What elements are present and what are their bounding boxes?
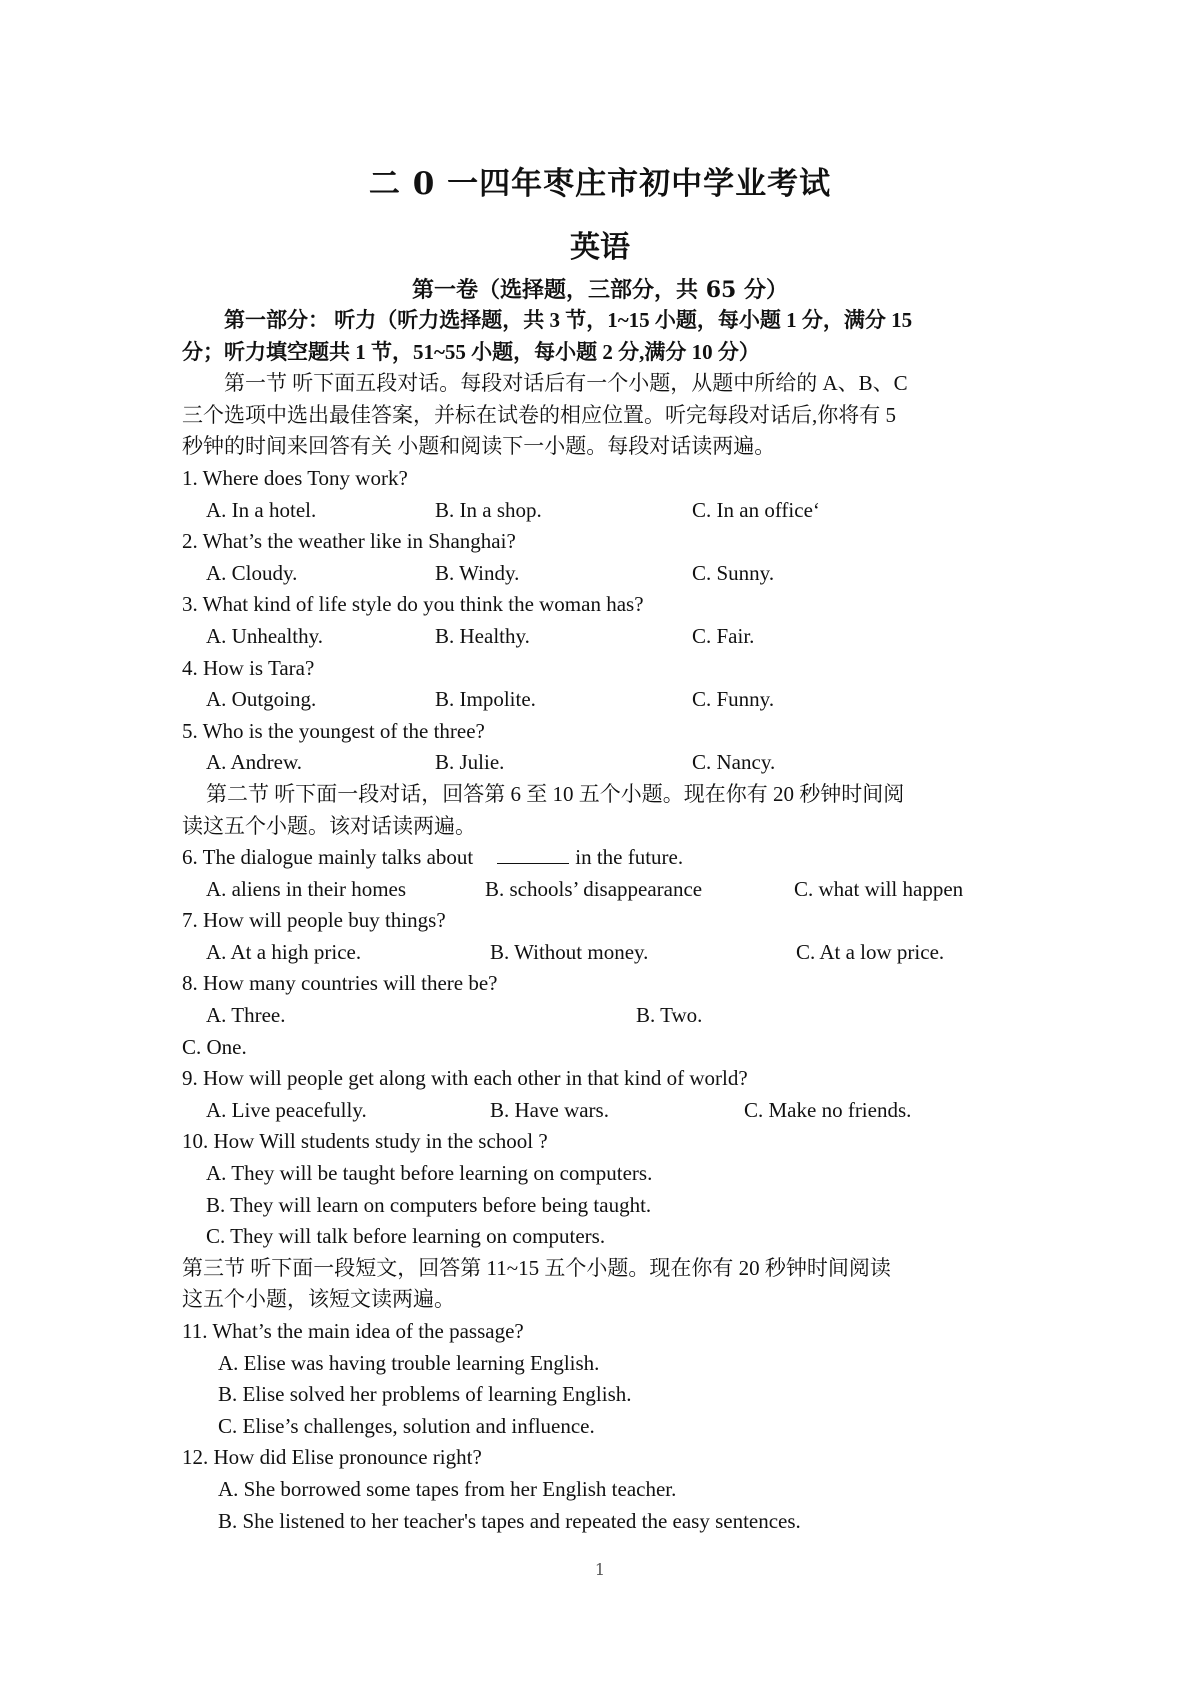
- option-b: B. Have wars.: [490, 1097, 609, 1122]
- question-stem: 4. How is Tara?: [182, 655, 315, 680]
- exam-content: [182, 305, 1022, 1537]
- option-b: B. Without money.: [490, 939, 649, 964]
- option-b: B. Healthy.: [435, 623, 530, 648]
- question-stem: [182, 842, 1022, 874]
- question-stem: 8. How many countries will there be?: [182, 971, 498, 996]
- question-stem: 2. What’s the weather like in Shanghai?: [182, 529, 516, 554]
- option-a: A. Andrew.: [206, 750, 303, 775]
- option-b: B. They will learn on computers before being taught.: [206, 1192, 652, 1217]
- option-a: A. aliens in their homes: [206, 876, 407, 901]
- subject-title: 英语: [570, 230, 630, 265]
- option-b: B. She listened to her teacher's tapes and repeated the easy sentences.: [218, 1508, 801, 1533]
- question-options: [182, 747, 1022, 779]
- option-a: A. Three.: [206, 1003, 286, 1028]
- question-options: [182, 1095, 1022, 1127]
- option-c: C. At a low price.: [796, 939, 945, 964]
- option-b: B. schools’ disappearance: [485, 876, 703, 901]
- option-b: B. Two.: [636, 1003, 703, 1028]
- option-a: A. She borrowed some tapes from her English teacher.: [218, 1476, 677, 1501]
- question-options: [182, 495, 1022, 527]
- option-b: B. In a shop.: [435, 497, 542, 522]
- answer-blank: [497, 843, 569, 864]
- option-c: C. In an office‘: [692, 497, 820, 522]
- section2-intro-line2: 读这五个小题。该对话读两遍。: [182, 813, 476, 838]
- stem-text: in the future.: [575, 845, 684, 870]
- question-options: [182, 1000, 1022, 1032]
- part1-heading-line1: 第一部分： 听力（听力选择题，共 3 节，1~15 小题，每小题 1 分，满分 15: [224, 308, 913, 332]
- option-a: A. Elise was having trouble learning English.: [218, 1350, 600, 1375]
- question-options: [182, 621, 1022, 653]
- option-a: A. Live peacefully.: [206, 1097, 367, 1122]
- question-stem: 5. Who is the youngest of the three?: [182, 718, 485, 743]
- option-b: B. Impolite.: [435, 687, 536, 712]
- section3-intro-line1: 第三节 听下面一段短文，回答第 11~15 五个小题。现在你有 20 秒钟时间阅读: [182, 1255, 891, 1280]
- option-a: A. Unhealthy.: [206, 623, 324, 648]
- option-c: C. Elise’s challenges, solution and influence.: [218, 1413, 595, 1438]
- question-options: [182, 874, 1022, 906]
- option-b: B. Julie.: [435, 750, 505, 775]
- option-a: A. Outgoing.: [206, 687, 317, 712]
- stem-text: 6. The dialogue mainly talks about: [182, 845, 474, 870]
- question-stem: 3. What kind of life style do you think the woman has?: [182, 592, 644, 617]
- option-b: B. Windy.: [435, 560, 520, 585]
- option-c: C. Nancy.: [692, 750, 776, 775]
- option-c: C. Funny.: [692, 687, 775, 712]
- question-stem: 9. How will people get along with each other in that kind of world?: [182, 1066, 748, 1091]
- question-stem: 7. How will people buy things?: [182, 908, 446, 933]
- option-a: A. They will be taught before learning on computers.: [206, 1161, 653, 1186]
- section2-intro-line1: 第二节 听下面一段对话，回答第 6 至 10 五个小题。现在你有 20 秒钟时间阅: [206, 781, 905, 806]
- exam-title: 二 0 一四年枣庄市初中学业考试: [368, 166, 832, 202]
- option-b: B. Elise solved her problems of learning English.: [218, 1382, 632, 1407]
- section1-intro-line1: 第一节 听下面五段对话。每段对话后有一个小题，从题中所给的 A、B、C: [224, 371, 908, 396]
- question-stem: 11. What’s the main idea of the passage?: [182, 1319, 524, 1343]
- section1-intro-line2: 三个选项中选出最佳答案，并标在试卷的相应位置。听完每段对话后,你将有 5: [182, 402, 896, 427]
- part1-heading-line2: 分；听力填空题共 1 节，51~55 小题，每小题 2 分,满分 10 分）: [182, 339, 760, 364]
- question-options: [182, 558, 1022, 590]
- option-c: C. One.: [182, 1034, 247, 1059]
- question-stem: 10. How Will students study in the school ?: [182, 1129, 548, 1154]
- option-c: C. Make no friends.: [744, 1097, 912, 1122]
- page-number: 1: [594, 1560, 606, 1579]
- option-a: A. Cloudy.: [206, 560, 298, 585]
- question-options: [182, 684, 1022, 716]
- question-stem: 12. How did Elise pronounce right?: [182, 1445, 482, 1470]
- section1-intro-line3: 秒钟的时间来回答有关 小题和阅读下一小题。每段对话读两遍。: [182, 434, 776, 459]
- option-a: A. In a hotel.: [206, 497, 317, 522]
- volume-heading: 第一卷（选择题，三部分，共 65 分）: [412, 277, 788, 303]
- section3-intro-line2: 这五个小题，该短文读两遍。: [182, 1287, 455, 1312]
- question-stem: 1. Where does Tony work?: [182, 465, 408, 490]
- option-c: C. Sunny.: [692, 560, 775, 585]
- option-c: C. what will happen: [794, 876, 964, 901]
- option-c: C. Fair.: [692, 623, 755, 648]
- question-options: [182, 937, 1022, 969]
- option-c: C. They will talk before learning on computers.: [206, 1224, 606, 1249]
- option-a: A. At a high price.: [206, 939, 362, 964]
